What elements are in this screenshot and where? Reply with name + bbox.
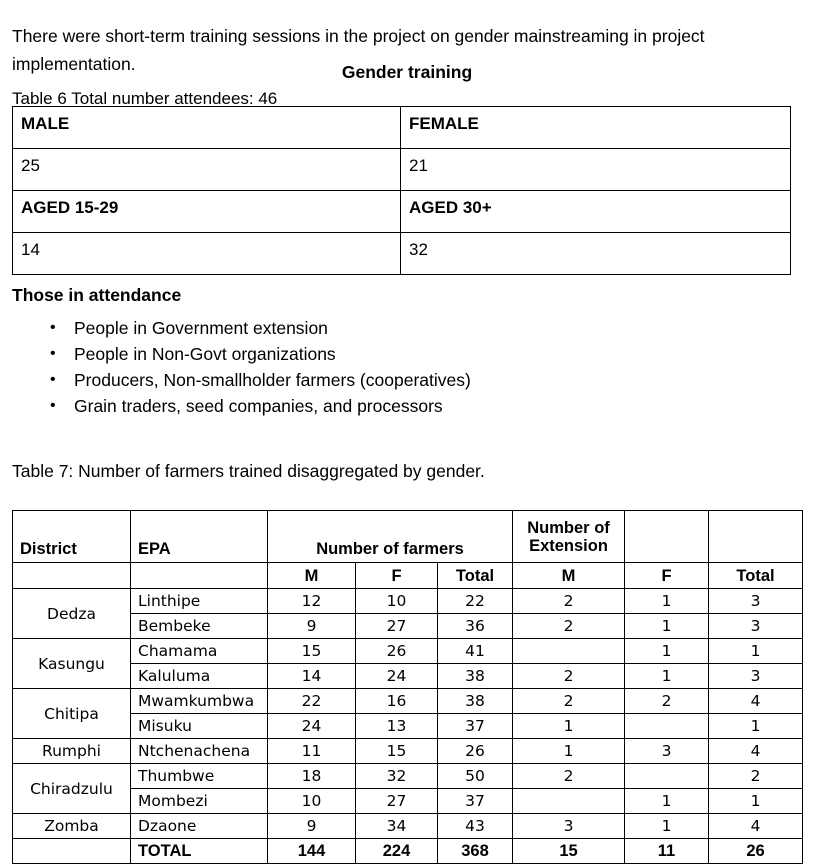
table7-ext-f: 1 (625, 814, 709, 839)
list-item-label: Grain traders, seed companies, and processors (74, 396, 443, 416)
table6-cell-male-count: 25 (13, 149, 401, 191)
table7-farmers-m: 18 (268, 764, 356, 789)
table7-total-ext-f: 11 (625, 839, 709, 864)
list-item (12, 367, 712, 393)
table7-header-blank-b (709, 511, 803, 563)
table7-header-epa: EPA (131, 511, 268, 563)
table7-ext-total: 4 (709, 739, 803, 764)
table7-farmers-f: 26 (356, 639, 438, 664)
table7-header-blank-a (625, 511, 709, 563)
table6-cell-aged-15-29-count: 14 (13, 233, 401, 275)
table7-farmers-total: 22 (438, 589, 513, 614)
table7-ext-f: 3 (625, 739, 709, 764)
table-row (13, 689, 803, 714)
table7-farmers-m: 9 (268, 814, 356, 839)
table7-subheader-farmers-f: F (356, 563, 438, 589)
table7-farmers-total: 37 (438, 714, 513, 739)
table7-ext-m: 2 (513, 689, 625, 714)
table7-farmers-total: 38 (438, 689, 513, 714)
table-row (13, 664, 803, 689)
table-row (13, 589, 803, 614)
table7-district-cell: Dedza (13, 589, 131, 639)
table7-epa-cell: Mombezi (131, 789, 268, 814)
table-row (13, 614, 803, 639)
table7-farmers-total: 41 (438, 639, 513, 664)
table7-farmers-total: 50 (438, 764, 513, 789)
table-row (13, 233, 791, 275)
attendance-list (12, 315, 712, 419)
table-row (13, 149, 791, 191)
table7-farmers-m: 14 (268, 664, 356, 689)
table7-caption: Table 7: Number of farmers trained disaggregated by gender. (12, 461, 485, 481)
table-row (13, 739, 803, 764)
list-item (12, 341, 712, 367)
table7-subheader-ext-f: F (625, 563, 709, 589)
table7-total-ext-m: 15 (513, 839, 625, 864)
table7-district-cell: Chitipa (13, 689, 131, 739)
table7-total-farmers-m: 144 (268, 839, 356, 864)
table7-body (13, 589, 803, 864)
table7-ext-f (625, 714, 709, 739)
table7-subheader-ext-m: M (513, 563, 625, 589)
table7-farmers-m: 11 (268, 739, 356, 764)
table6-caption: Table 6 Total number attendees: 46 (12, 89, 278, 108)
table-row (13, 107, 791, 149)
table7-ext-total: 2 (709, 764, 803, 789)
table7-ext-total: 1 (709, 639, 803, 664)
table7-district-cell: Chiradzulu (13, 764, 131, 814)
list-item-label: Producers, Non-smallholder farmers (cooperatives) (74, 370, 471, 390)
table7-epa-cell: Kaluluma (131, 664, 268, 689)
table7-farmers-m: 22 (268, 689, 356, 714)
table7-farmers-m: 10 (268, 789, 356, 814)
table7-ext-total: 3 (709, 589, 803, 614)
table7-ext-total: 3 (709, 664, 803, 689)
table7-subheader-ext-total: Total (709, 563, 803, 589)
table7-epa-cell: Linthipe (131, 589, 268, 614)
table7-district-cell: Rumphi (13, 739, 131, 764)
table-row (13, 639, 803, 664)
attendance-title: Those in attendance (12, 285, 182, 305)
table7-farmers-total: 38 (438, 664, 513, 689)
list-item-label: People in Government extension (74, 318, 328, 338)
table-row (13, 714, 803, 739)
table-row (13, 814, 803, 839)
table7-farmers-total: 43 (438, 814, 513, 839)
table7-farmers-f: 15 (356, 739, 438, 764)
table6-attendees (12, 106, 791, 275)
table6-cell-male-label: MALE (13, 107, 401, 149)
bullet-icon: • (50, 345, 56, 362)
intro-paragraph: There were short-term training sessions in the project on gender mainstreaming in project implementation. (12, 25, 705, 74)
table7-ext-m (513, 789, 625, 814)
table7-ext-m: 2 (513, 664, 625, 689)
table7-subheader-farmers-m: M (268, 563, 356, 589)
table7-ext-total: 1 (709, 789, 803, 814)
table7-ext-f: 1 (625, 789, 709, 814)
table7-ext-total: 1 (709, 714, 803, 739)
table6-cell-aged-15-29-label: AGED 15-29 (13, 191, 401, 233)
table7-farmers-f: 34 (356, 814, 438, 839)
table7-district-cell: Kasungu (13, 639, 131, 689)
table6-cell-female-count: 21 (401, 149, 791, 191)
table7-farmers-f: 10 (356, 589, 438, 614)
table7-ext-total: 4 (709, 814, 803, 839)
table6-body (13, 107, 791, 275)
table7-ext-m: 1 (513, 739, 625, 764)
table7-farmers-f: 27 (356, 789, 438, 814)
table7-header-number-of-extension: Number of Extension (513, 511, 625, 563)
table7-total-farmers-f: 224 (356, 839, 438, 864)
table6-cell-female-label: FEMALE (401, 107, 791, 149)
table7-farmers-f: 32 (356, 764, 438, 789)
table7-ext-f: 1 (625, 614, 709, 639)
table7-ext-f (625, 764, 709, 789)
table7-farmers-total: 37 (438, 789, 513, 814)
table7-farmers-m: 9 (268, 614, 356, 639)
table7-farmers-trained (12, 510, 803, 864)
table7-subheader-epa-blank (131, 563, 268, 589)
table7-epa-cell: Mwamkumbwa (131, 689, 268, 714)
table7-header-number-of-farmers: Number of farmers (268, 511, 513, 563)
table7-farmers-m: 24 (268, 714, 356, 739)
table7-farmers-f: 24 (356, 664, 438, 689)
table7-ext-m: 2 (513, 589, 625, 614)
table7-ext-f: 1 (625, 589, 709, 614)
table7-epa-cell: Chamama (131, 639, 268, 664)
bullet-icon: • (50, 371, 56, 388)
table7-ext-total: 3 (709, 614, 803, 639)
bullet-icon: • (50, 397, 56, 414)
table7-district-cell: Zomba (13, 814, 131, 839)
table7-ext-f: 1 (625, 639, 709, 664)
table7-header-district: District (13, 511, 131, 563)
table7-total-label: TOTAL (131, 839, 268, 864)
bullet-icon: • (50, 319, 56, 336)
table7-ext-f: 1 (625, 664, 709, 689)
table7-total-district-blank (13, 839, 131, 864)
table7-ext-m: 2 (513, 614, 625, 639)
table7-total-row (13, 839, 803, 864)
table-row (13, 191, 791, 233)
table7-ext-f: 2 (625, 689, 709, 714)
table7-epa-cell: Ntchenachena (131, 739, 268, 764)
table7-header-row-main (13, 511, 803, 563)
table6-cell-aged-30plus-count: 32 (401, 233, 791, 275)
table7-subheader-district-blank (13, 563, 131, 589)
table7-epa-cell: Misuku (131, 714, 268, 739)
table7-farmers-total: 26 (438, 739, 513, 764)
table7-epa-cell: Bembeke (131, 614, 268, 639)
table7-ext-m: 3 (513, 814, 625, 839)
table7-epa-cell: Thumbwe (131, 764, 268, 789)
list-item (12, 315, 712, 341)
table7-ext-m: 1 (513, 714, 625, 739)
table7-farmers-f: 27 (356, 614, 438, 639)
list-item (12, 393, 712, 419)
list-item-label: People in Non-Govt organizations (74, 344, 336, 364)
table7-farmers-f: 13 (356, 714, 438, 739)
table7-farmers-m: 15 (268, 639, 356, 664)
table7-ext-m: 2 (513, 764, 625, 789)
table7-total-farmers-total: 368 (438, 839, 513, 864)
table7-ext-total: 4 (709, 689, 803, 714)
table7-farmers-m: 12 (268, 589, 356, 614)
table7-epa-cell: Dzaone (131, 814, 268, 839)
table-row (13, 764, 803, 789)
table7-farmers-total: 36 (438, 614, 513, 639)
table6-cell-aged-30plus-label: AGED 30+ (401, 191, 791, 233)
table7-header-row-sub (13, 563, 803, 589)
table7-farmers-f: 16 (356, 689, 438, 714)
table7-subheader-farmers-total: Total (438, 563, 513, 589)
table-row (13, 789, 803, 814)
table7-ext-m (513, 639, 625, 664)
table7-head (13, 511, 803, 589)
table7-total-ext-total: 26 (709, 839, 803, 864)
gender-training-heading: Gender training (341, 62, 473, 82)
